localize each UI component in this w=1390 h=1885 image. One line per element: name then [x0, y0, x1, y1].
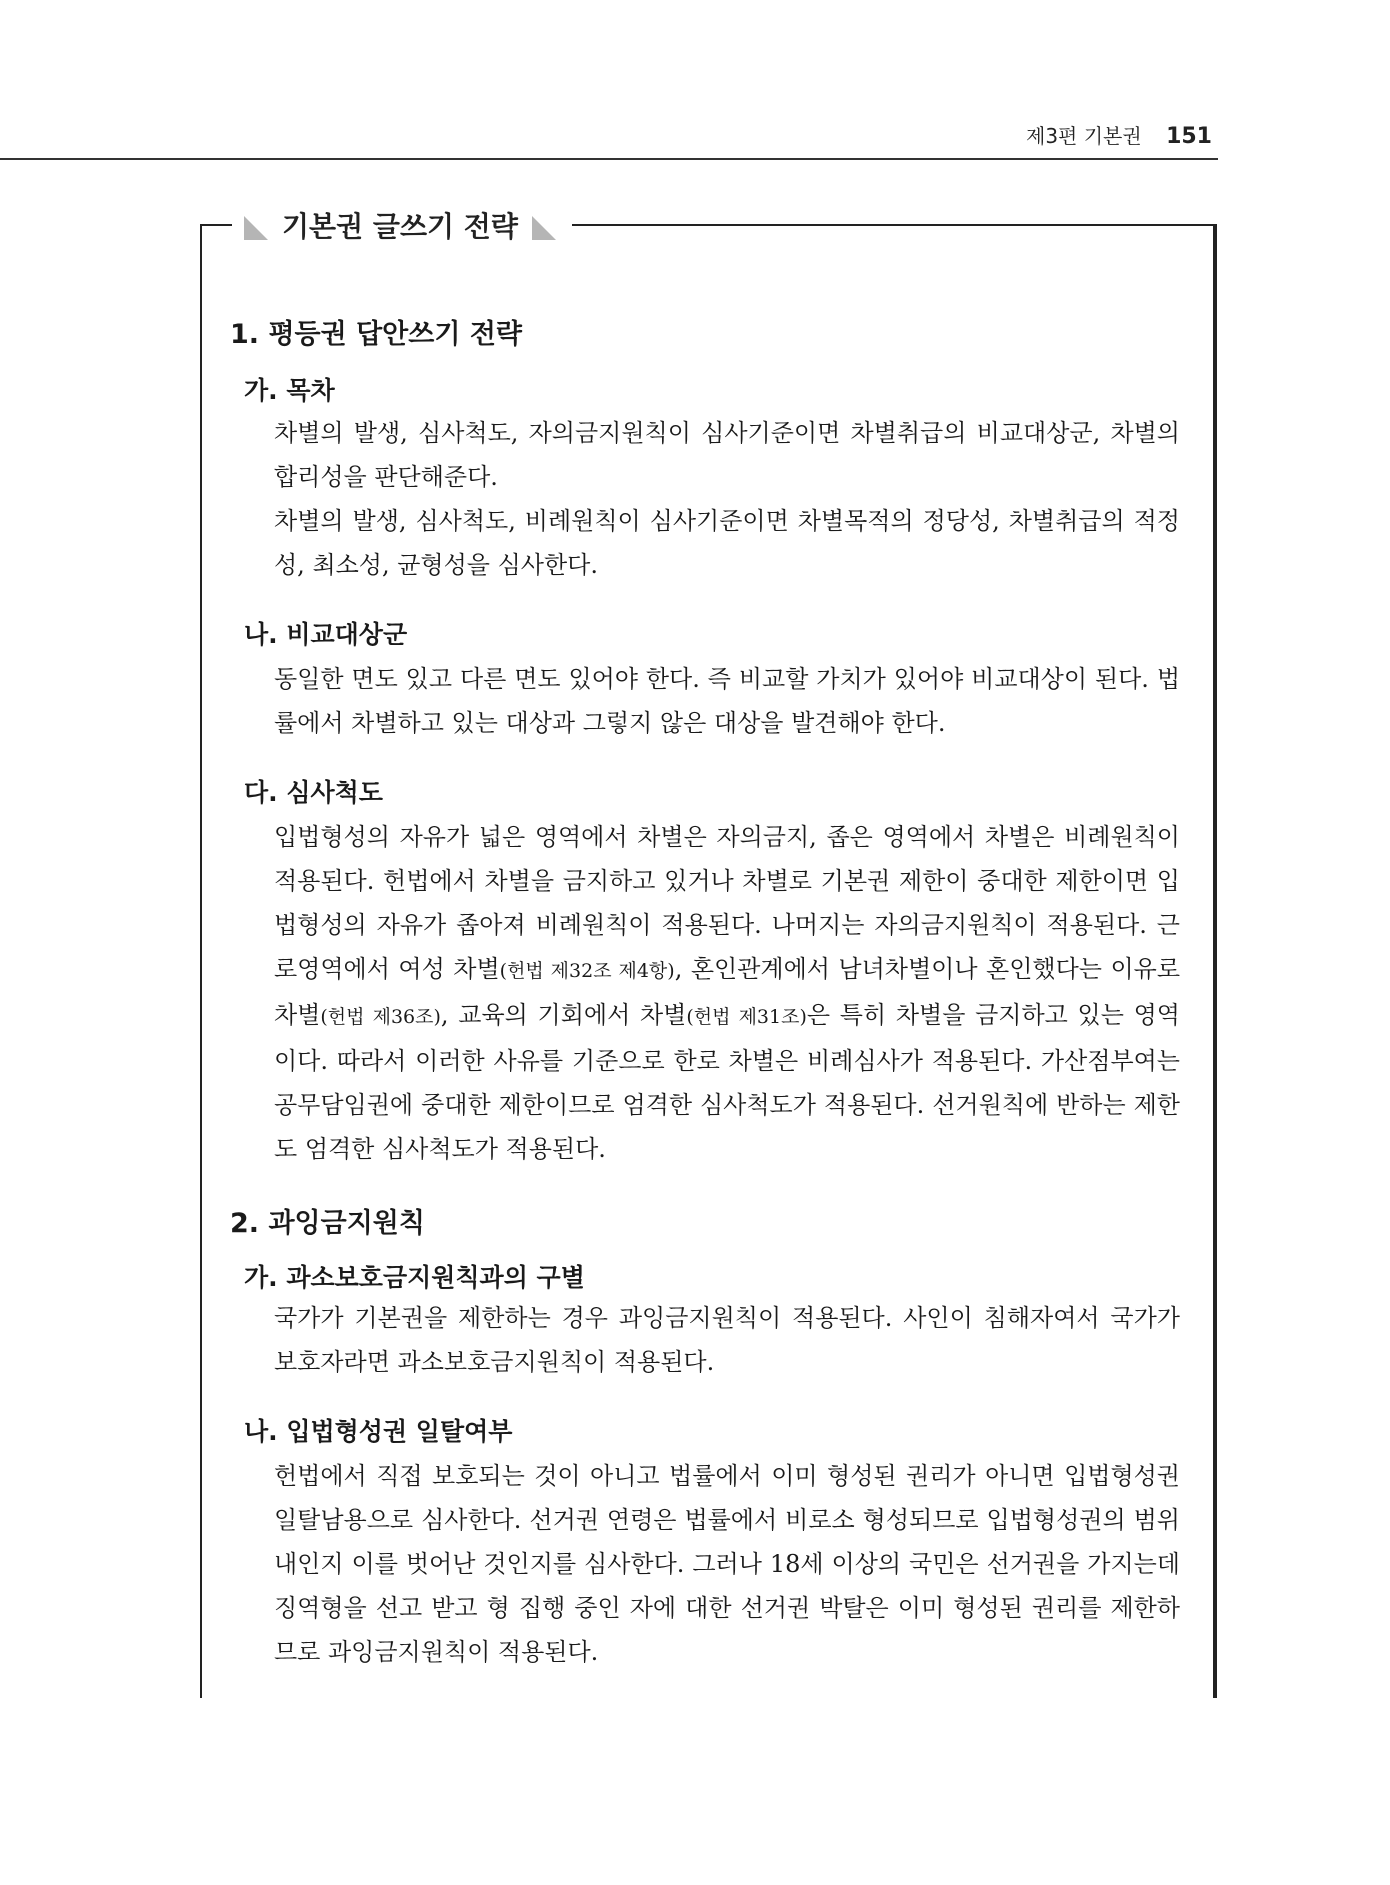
subsection-title: 가. 목차	[244, 376, 335, 405]
page-header	[1026, 120, 1212, 149]
box-content	[230, 300, 1180, 1674]
box-frame-top-right	[572, 224, 1217, 226]
paragraph: 국가가 기본권을 제한하는 경우 과잉금지원칙이 적용된다. 사인이 침해자여서 국가가 보호자라면 과소보호금지원칙이 적용된다.	[274, 1304, 1180, 1376]
paragraph: 차별의 발생, 심사척도, 비례원칙이 심사기준이면 차별목적의 정당성, 차별취급의 적정성, 최소성, 균형성을 심사한다.	[274, 507, 1180, 579]
box-frame-left	[200, 224, 202, 1698]
box-frame-right	[1213, 224, 1217, 1698]
box-frame-top-left	[200, 224, 232, 226]
subsection-title: 나. 입법형성권 일탈여부	[244, 1417, 513, 1446]
law-reference: (헌법 제32조 제4항)	[499, 960, 675, 982]
triangle-right-icon	[532, 216, 556, 240]
box-title	[244, 205, 556, 245]
header-rule	[0, 158, 1218, 160]
header-section-title: 제3편 기본권	[1026, 124, 1142, 148]
page-number: 151	[1166, 124, 1212, 149]
law-reference: (헌법 제36조)	[320, 1006, 441, 1028]
paragraph: 차별의 발생, 심사척도, 자의금지원칙이 심사기준이면 차별취급의 비교대상군, 차별의 합리성을 판단해준다.	[274, 419, 1180, 491]
subsection-title: 나. 비교대상군	[244, 620, 408, 649]
subsection-title: 다. 심사척도	[244, 778, 383, 807]
paragraph: 동일한 면도 있고 다른 면도 있어야 한다. 즉 비교할 가치가 있어야 비교대상이 된다. 법률에서 차별하고 있는 대상과 그렇지 않은 대상을 발견해야 한다.	[274, 665, 1180, 737]
paragraph-text: 입법형성의 자유가 넓은 영역에서 차별은 자의금지, 좁은 영역에서 차별은 비례원칙이 적용된다. 헌법에서 차별을 금지하고 있거나 차별로 기본권 제한이 중대한 제한이면 입법형성의 자유가 좁아져 비례원칙이 적용된다. 나머지는 자의금지원칙이 적용된다. 근로영역에서 여성 차별	[274, 823, 1180, 983]
box-title-text: 기본권 글쓰기 전략	[282, 210, 518, 243]
paragraph: 헌법에서 직접 보호되는 것이 아니고 법률에서 이미 형성된 권리가 아니면 입법형성권 일탈남용으로 심사한다. 선거권 연령은 법률에서 비로소 형성되므로 입법형성권의 범위내인지 이를 벗어난 것인지를 심사한다. 그러나 18세 이상의 국민은 선거권을 가지는데 징역형을 선고 받고 형 집행 중인 자에 대한 선거권 박탈은 이미 형성된 권리를 제한하므로 과잉금지원칙이 적용된다.	[274, 1462, 1180, 1666]
law-reference: (헌법 제31조)	[686, 1006, 807, 1028]
paragraph-text: , 혼인관계에서 남녀차별이나 혼인했다는 이유로 차별	[274, 955, 1181, 1029]
section-title: 2. 과잉금지원칙	[230, 1208, 425, 1239]
paragraph	[230, 815, 1180, 1171]
paragraph-text: 은 특히 차별을 금지하고 있는 영역이다. 따라서 이러한 사유를 기준으로 한로 차별은 비례심사가 적용된다. 가산점부여는 공무담임권에 중대한 제한이므로 엄격한 심사척도가 적용된다. 선거원칙에 반하는 제한도 엄격한 심사척도가 적용된다.	[274, 1001, 1180, 1163]
paragraph-text: , 교육의 기회에서 차별	[440, 1001, 687, 1029]
section-title: 1. 평등권 답안쓰기 전략	[230, 319, 522, 350]
triangle-left-icon	[244, 216, 268, 240]
subsection-title: 가. 과소보호금지원칙과의 구별	[244, 1263, 585, 1292]
